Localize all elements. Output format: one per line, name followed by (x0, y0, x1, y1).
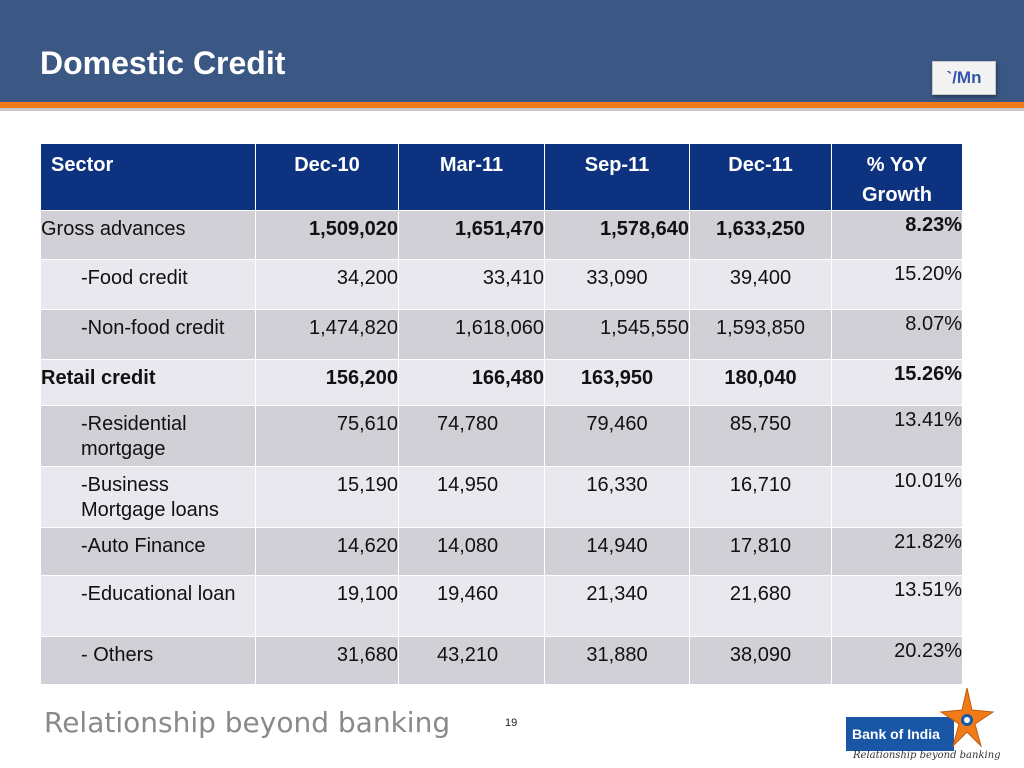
unit-badge: `/Mn (932, 61, 996, 95)
table-header-row (41, 144, 963, 211)
row-label: -Auto Finance (41, 528, 256, 576)
column-header-sector: Sector (41, 144, 256, 211)
cell-sep11: 14,940 (545, 528, 690, 576)
table-row (41, 528, 963, 576)
page-number: 19 (505, 717, 518, 729)
cell-dec11: 38,090 (690, 637, 832, 685)
row-label: Gross advances (41, 211, 256, 260)
cell-dec10: 34,200 (256, 260, 399, 310)
column-header-mar11: Mar-11 (399, 144, 545, 211)
title-bar (0, 0, 1024, 102)
logo-tagline: Relationship beyond banking (853, 750, 1001, 761)
table-row (41, 467, 963, 528)
cell-yoy-growth: 8.07% (832, 310, 963, 360)
cell-sep11: 163,950 (545, 360, 690, 406)
cell-dec11: 1,633,250 (690, 211, 832, 260)
cell-yoy-growth: 21.82% (832, 528, 963, 576)
cell-dec11: 21,680 (690, 576, 832, 637)
cell-dec10: 75,610 (256, 406, 399, 467)
row-label: -Non-food credit (41, 310, 256, 360)
logo-text: Bank of India (852, 726, 940, 742)
column-header-dec10: Dec-10 (256, 144, 399, 211)
table-row (41, 310, 963, 360)
cell-mar11: 14,080 (399, 528, 545, 576)
cell-mar11: 19,460 (399, 576, 545, 637)
row-label: -Food credit (41, 260, 256, 310)
cell-yoy-growth: 8.23% (832, 211, 963, 260)
table-row (41, 637, 963, 685)
cell-mar11: 1,651,470 (399, 211, 545, 260)
domestic-credit-table (40, 143, 963, 685)
table-row (41, 260, 963, 310)
cell-yoy-growth: 15.20% (832, 260, 963, 310)
cell-mar11: 33,410 (399, 260, 545, 310)
cell-yoy-growth: 20.23% (832, 637, 963, 685)
star-icon (939, 686, 995, 750)
cell-dec10: 31,680 (256, 637, 399, 685)
row-label: -Business Mortgage loans (41, 467, 256, 528)
cell-sep11: 31,880 (545, 637, 690, 685)
cell-dec11: 39,400 (690, 260, 832, 310)
cell-yoy-growth: 15.26% (832, 360, 963, 406)
page-title: Domestic Credit (40, 45, 286, 81)
row-label: Retail credit (41, 360, 256, 406)
cell-dec10: 14,620 (256, 528, 399, 576)
table-row (41, 406, 963, 467)
cell-dec10: 1,474,820 (256, 310, 399, 360)
cell-mar11: 1,618,060 (399, 310, 545, 360)
cell-sep11: 1,578,640 (545, 211, 690, 260)
column-header-sep11: Sep-11 (545, 144, 690, 211)
cell-sep11: 1,545,550 (545, 310, 690, 360)
cell-dec10: 15,190 (256, 467, 399, 528)
cell-sep11: 33,090 (545, 260, 690, 310)
accent-stripe-shadow (0, 108, 1024, 111)
table-row (41, 211, 963, 260)
row-label: -Educational loan (41, 576, 256, 637)
bank-of-india-logo (845, 686, 1001, 766)
cell-yoy-growth: 13.51% (832, 576, 963, 637)
row-label: -Residential mortgage (41, 406, 256, 467)
cell-dec11: 1,593,850 (690, 310, 832, 360)
cell-sep11: 79,460 (545, 406, 690, 467)
cell-dec11: 85,750 (690, 406, 832, 467)
cell-dec10: 19,100 (256, 576, 399, 637)
cell-dec11: 180,040 (690, 360, 832, 406)
cell-mar11: 43,210 (399, 637, 545, 685)
cell-yoy-growth: 13.41% (832, 406, 963, 467)
table-row (41, 360, 963, 406)
footer-tagline: Relationship beyond banking (44, 706, 451, 739)
column-header-yoy-growth: % YoY Growth (832, 144, 963, 211)
cell-dec11: 17,810 (690, 528, 832, 576)
cell-sep11: 21,340 (545, 576, 690, 637)
cell-mar11: 74,780 (399, 406, 545, 467)
cell-dec10: 1,509,020 (256, 211, 399, 260)
cell-mar11: 14,950 (399, 467, 545, 528)
row-label: - Others (41, 637, 256, 685)
cell-dec11: 16,710 (690, 467, 832, 528)
table-row (41, 576, 963, 637)
column-header-dec11: Dec-11 (690, 144, 832, 211)
cell-sep11: 16,330 (545, 467, 690, 528)
cell-mar11: 166,480 (399, 360, 545, 406)
cell-yoy-growth: 10.01% (832, 467, 963, 528)
cell-dec10: 156,200 (256, 360, 399, 406)
